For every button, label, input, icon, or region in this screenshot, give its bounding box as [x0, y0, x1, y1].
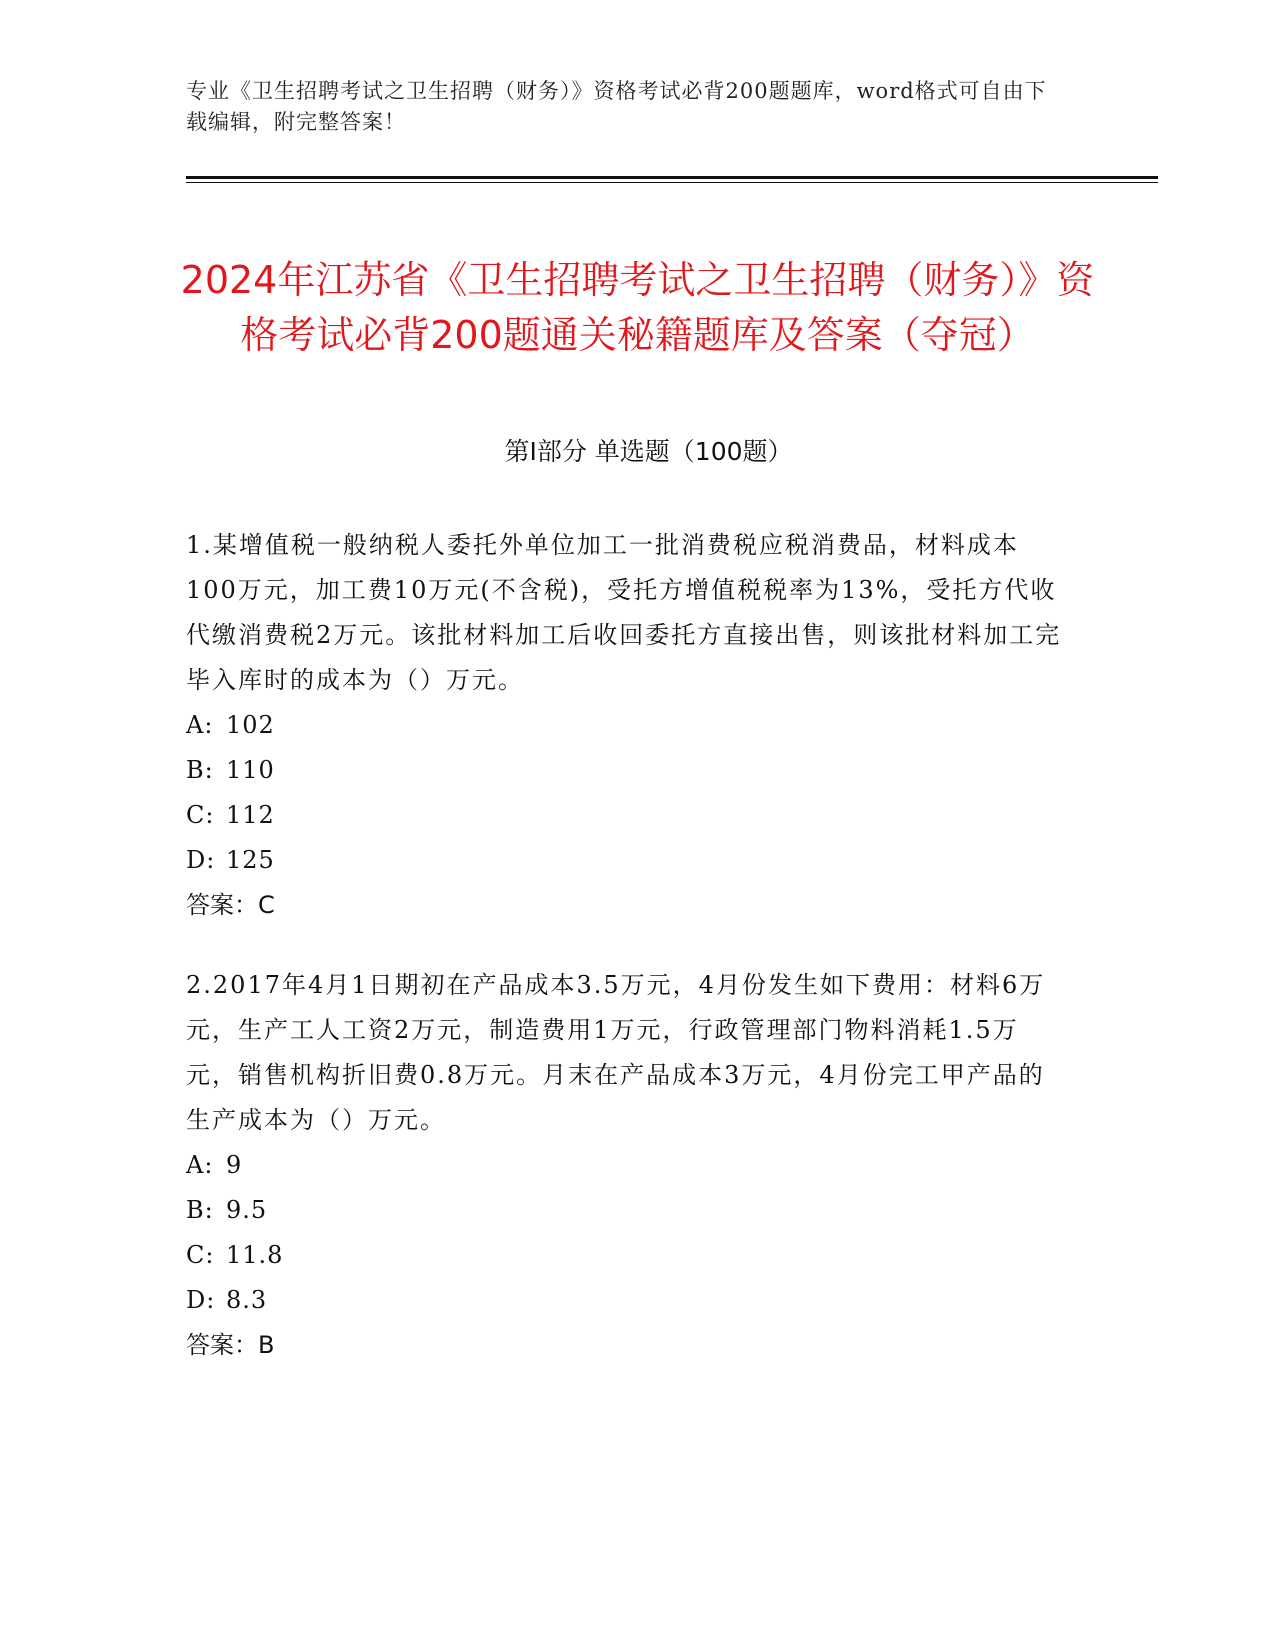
question-text: 2.2017年4月1日期初在产品成本3.5万元，4月份发生如下费用：材料6万元，生产工人工资2万元，制造费用1万元，行政管理部门物料消耗1.5万元，销售机构折旧费0.8万元。月末在产品成本3万元，4月份完工甲产品的生产成本为（）万元。 — [186, 971, 1046, 1134]
option-d — [186, 838, 1066, 883]
option-b — [186, 1188, 1066, 1233]
option-a — [186, 703, 1066, 748]
question-2 — [186, 963, 1066, 1368]
option-key: A: — [186, 711, 214, 739]
option-key: B: — [186, 756, 214, 784]
option-value: 102 — [226, 711, 275, 739]
option-value: 110 — [226, 756, 275, 784]
document-title: 2024年江苏省《卫生招聘考试之卫生招聘（财务）》资格考试必背200题通关秘籍题库及答案（夺冠） — [180, 258, 1095, 358]
section-title: 第I部分 单选题（100题） — [504, 437, 793, 466]
option-c — [186, 1233, 1066, 1278]
option-key: C: — [186, 1241, 215, 1269]
option-value: 11.8 — [226, 1241, 284, 1269]
header-divider-thick — [186, 176, 1158, 179]
option-value: 125 — [226, 846, 275, 874]
option-key: D: — [186, 846, 216, 874]
option-key: C: — [186, 801, 215, 829]
header-divider-thin — [186, 182, 1158, 183]
option-value: 9.5 — [226, 1196, 268, 1224]
option-key: A: — [186, 1151, 214, 1179]
option-d — [186, 1278, 1066, 1323]
answer: 答案：B — [186, 1331, 275, 1359]
option-a — [186, 1143, 1066, 1188]
option-value: 9 — [226, 1151, 243, 1179]
option-value: 8.3 — [226, 1286, 268, 1314]
option-key: D: — [186, 1286, 216, 1314]
answer: 答案：C — [186, 891, 275, 919]
option-value: 112 — [226, 801, 275, 829]
option-key: B: — [186, 1196, 214, 1224]
question-1 — [186, 523, 1066, 928]
question-text: 1.某增值税一般纳税人委托外单位加工一批消费税应税消费品，材料成本100万元，加工费10万元(不含税)，受托方增值税税率为13%，受托方代收代缴消费税2万元。该批材料加工后收回委托方直接出售，则该批材料加工完毕入库时的成本为（）万元。 — [186, 531, 1062, 694]
header-note: 专业《卫生招聘考试之卫生招聘（财务）》资格考试必背200题题库，word格式可自由下载编辑，附完整答案！ — [186, 79, 1047, 134]
option-b — [186, 748, 1066, 793]
option-c — [186, 793, 1066, 838]
